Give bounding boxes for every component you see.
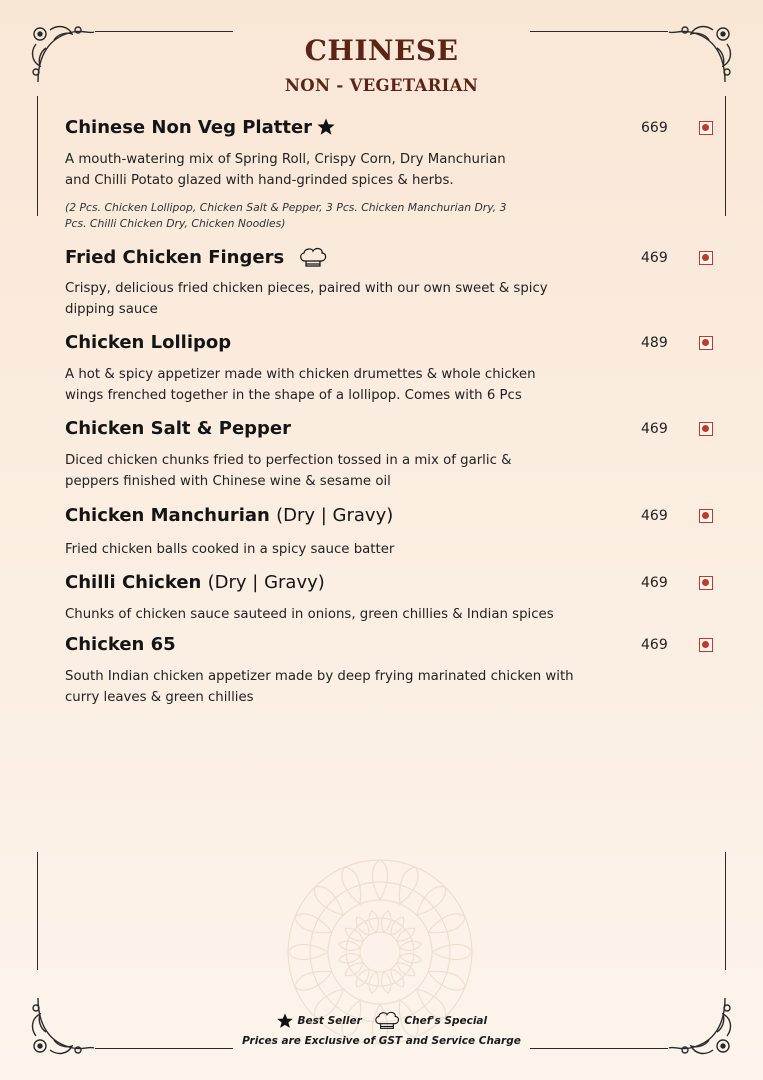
- item-price: 469: [641, 575, 668, 591]
- frame-right-line-top: [725, 96, 726, 216]
- item-name-text: Chicken Lollipop: [65, 332, 232, 353]
- page-subtitle: NON - VEGETARIAN: [284, 76, 479, 95]
- item-name: [65, 117, 312, 138]
- item-description: A mouth-watering mix of Spring Roll, Crispy Corn, Dry Manchurian and Chilli Potato glazed with hand-grinded spices & herbs.: [65, 152, 506, 188]
- mandala-inner-petal: [399, 939, 422, 952]
- mandala-petal: [425, 965, 468, 994]
- item-name-text: Chilli Chicken: [65, 572, 202, 593]
- item-note: (2 Pcs. Chicken Lollipop, Chicken Salt & Pepper, 3 Pcs. Chicken Manchurian Dry, 3 Pcs. Chilli Chicken Dry, Chicken Noodles): [65, 201, 507, 230]
- mandala-petal: [432, 945, 472, 960]
- mandala-inner-petal: [379, 910, 392, 933]
- footer-note: Prices are Exclusive of GST and Service Charge: [242, 1035, 521, 1047]
- frame-left-line-top: [37, 96, 38, 216]
- item-name: [65, 572, 325, 593]
- item-price: 469: [641, 637, 668, 653]
- item-description: Chunks of chicken sauce sauteed in onions, green chillies & Indian spices: [65, 607, 554, 622]
- mandala-inner-petal: [338, 951, 361, 964]
- non-veg-icon: [699, 251, 713, 265]
- non-veg-icon: [699, 336, 713, 350]
- star-icon: [316, 117, 336, 137]
- mandala-petal: [425, 910, 468, 939]
- frame-right-line-bottom: [725, 852, 726, 970]
- item-price: 469: [641, 250, 668, 266]
- item-name-text: Fried Chicken Fingers: [65, 247, 285, 268]
- item-description: South Indian chicken appetizer made by deep frying marinated chicken with curry leaves & green chillies: [65, 669, 574, 705]
- mandala-petal: [393, 864, 422, 907]
- mandala-petal: [411, 882, 450, 921]
- mandala-petal: [338, 864, 367, 907]
- mandala-petal: [292, 965, 335, 994]
- item-description: Crispy, delicious fried chicken pieces, paired with our own sweet & spicy dipping sauce: [65, 281, 548, 317]
- legend-best-seller: Best Seller: [297, 1015, 362, 1027]
- mandala-inner-petal: [399, 951, 422, 964]
- mandala-petal: [288, 945, 328, 960]
- chef-hat-icon: [373, 1011, 401, 1031]
- non-veg-icon: [699, 121, 713, 135]
- frame-top-left-line: [95, 31, 233, 32]
- frame-bottom-right-line: [530, 1048, 668, 1049]
- legend: [0, 1011, 763, 1031]
- item-price: 489: [641, 335, 668, 351]
- mandala-inner-petal: [367, 910, 380, 933]
- item-name: [65, 418, 291, 439]
- non-veg-icon: [699, 638, 713, 652]
- mandala-petal: [292, 910, 335, 939]
- mandala-inner-petal: [367, 971, 380, 994]
- mandala-inner-petal: [338, 939, 361, 952]
- frame-bottom-left-line: [95, 1048, 233, 1049]
- chef-hat-icon: [298, 247, 328, 269]
- item-name: [65, 332, 231, 353]
- mandala-inner-petal: [379, 971, 392, 994]
- non-veg-icon: [699, 509, 713, 523]
- item-price: 469: [641, 421, 668, 437]
- item-description: A hot & spicy appetizer made with chicken drumettes & whole chicken wings frenched together in the shape of a lollipop. Comes with 6 Pcs: [65, 367, 536, 403]
- mandala-petal: [373, 860, 388, 900]
- star-icon: [276, 1012, 294, 1030]
- item-name-text: Chinese Non Veg Platter: [65, 117, 313, 138]
- page-title: CHINESE: [304, 34, 459, 67]
- item-price: 469: [641, 508, 668, 524]
- frame-top-right-line: [530, 31, 668, 32]
- legend-chefs-special: Chef's Special: [404, 1015, 488, 1027]
- item-description: Diced chicken chunks fried to perfection tossed in a mix of garlic & peppers finished with Chinese wine & sesame oil: [65, 453, 512, 489]
- frame-left-line-bottom: [37, 852, 38, 970]
- non-veg-icon: [699, 576, 713, 590]
- item-name-suffix: (Dry | Gravy): [276, 505, 394, 526]
- item-name: [65, 247, 284, 268]
- item-name-text: Chicken Manchurian: [65, 505, 270, 526]
- item-name-text: Chicken 65: [65, 634, 176, 655]
- item-name-text: Chicken Salt & Pepper: [65, 418, 292, 439]
- item-name: [65, 505, 393, 526]
- item-price: 669: [641, 120, 668, 136]
- mandala-petal: [310, 882, 349, 921]
- item-name: [65, 634, 176, 655]
- item-name-suffix: (Dry | Gravy): [207, 572, 325, 593]
- non-veg-icon: [699, 422, 713, 436]
- item-description: Fried chicken balls cooked in a spicy sauce batter: [65, 542, 395, 557]
